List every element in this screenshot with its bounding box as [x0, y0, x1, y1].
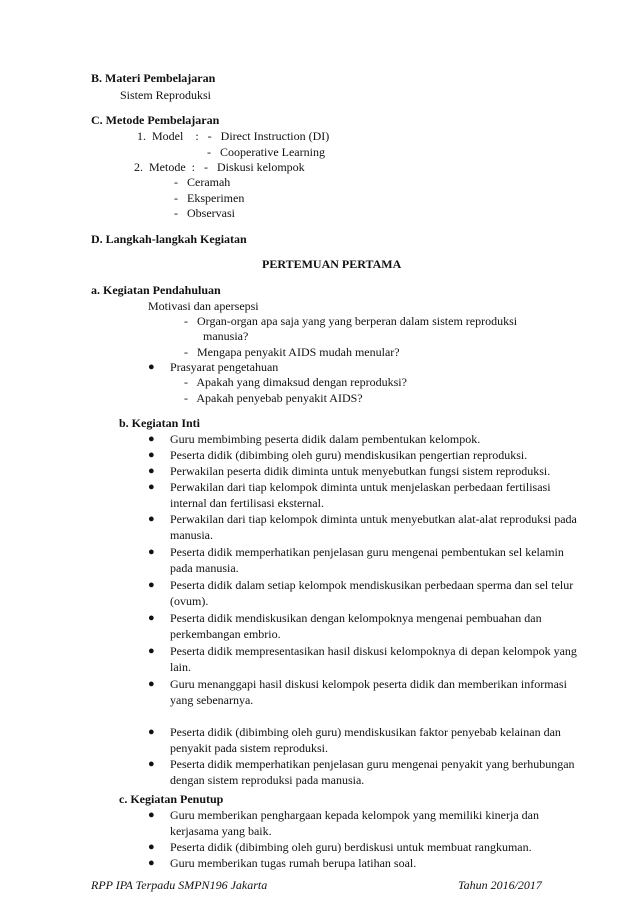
bullet-icon: ●: [148, 612, 155, 624]
inti-line: internal dan fertilisasi eksternal.: [170, 496, 324, 510]
inti-line: (ovum).: [170, 594, 209, 608]
inti-line: manusia.: [170, 528, 213, 542]
inti-line: Peserta didik mendiskusikan dengan kelompoknya mengenai pembuahan dan: [170, 611, 542, 625]
bullet-icon: ●: [148, 513, 155, 525]
prasyarat-label: Prasyarat pengetahuan: [170, 360, 279, 374]
inti-line: Peserta didik (dibimbing oleh guru) mendiskusikan pengertian reproduksi.: [170, 448, 528, 462]
inti-line: pada manusia.: [170, 561, 239, 575]
inti-line: Perwakilan peserta didik diminta untuk menyebutkan fungsi sistem reproduksi.: [170, 464, 551, 478]
section-c-heading: C. Metode Pembelajaran: [91, 113, 220, 127]
penutup-line: Peserta didik (dibimbing oleh guru) berdiskusi untuk membuat rangkuman.: [170, 840, 532, 854]
inti-line: yang sebenarnya.: [170, 693, 254, 707]
inti-heading: b. Kegiatan Inti: [119, 416, 201, 430]
metode-item: - Eksperimen: [174, 191, 245, 205]
inti-line: Peserta didik mempresentasikan hasil diskusi kelompoknya di depan kelompok yang: [170, 644, 577, 658]
inti-line: lain.: [170, 660, 191, 674]
bullet-icon: ●: [148, 645, 155, 657]
inti-line: Peserta didik (dibimbing oleh guru) mendiskusikan faktor penyebab kelainan dan: [170, 725, 561, 739]
penutup-line: Guru memberikan penghargaan kepada kelompok yang memiliki kinerja dan: [170, 808, 539, 822]
motivasi-item: - Mengapa penyakit AIDS mudah menular?: [184, 345, 400, 359]
bullet-icon: ●: [148, 433, 155, 445]
penutup-line: kerjasama yang baik.: [170, 824, 272, 838]
inti-line: Guru membimbing peserta didik dalam pembentukan kelompok.: [170, 432, 481, 446]
motivasi-label: Motivasi dan apersepsi: [148, 299, 259, 313]
bullet-icon: ●: [148, 481, 155, 493]
model-sub: - Cooperative Learning: [207, 145, 325, 159]
bullet-icon: ●: [148, 465, 155, 477]
bullet-icon: ●: [148, 758, 155, 770]
inti-line: penyakit pada sistem reproduksi.: [170, 741, 328, 755]
inti-line: Peserta didik memperhatikan penjelasan guru mengenai pembentukan sel kelamin: [170, 545, 564, 559]
bullet-icon: ●: [148, 361, 155, 373]
bullet-icon: ●: [148, 449, 155, 461]
footer-right: Tahun 2016/2017: [458, 878, 542, 892]
bullet-icon: ●: [148, 678, 155, 690]
inti-line: Peserta didik memperhatikan penjelasan guru mengenai penyakit yang berhubungan: [170, 757, 575, 771]
inti-line: Peserta didik dalam setiap kelompok mendiskusikan perbedaan sperma dan sel telur: [170, 578, 574, 592]
bullet-icon: ●: [148, 726, 155, 738]
penutup-heading: c. Kegiatan Penutup: [119, 792, 224, 806]
section-b-heading: B. Materi Pembelajaran: [91, 71, 216, 85]
metode-item: - Ceramah: [174, 175, 231, 189]
prasyarat-item: - Apakah penyebab penyakit AIDS?: [184, 391, 363, 405]
bullet-icon: ●: [148, 841, 155, 853]
bullet-icon: ●: [148, 809, 155, 821]
prasyarat-item: - Apakah yang dimaksud dengan reproduksi?: [184, 375, 407, 389]
bullet-icon: ●: [148, 579, 155, 591]
bullet-icon: ●: [148, 546, 155, 558]
metode-line: 2. Metode : - Diskusi kelompok: [134, 160, 305, 174]
footer-left: RPP IPA Terpadu SMPN196 Jakarta: [91, 878, 268, 892]
inti-line: Guru menanggapi hasil diskusi kelompok peserta didik dan memberikan informasi: [170, 677, 567, 691]
bullet-icon: ●: [148, 857, 155, 869]
metode-item: - Observasi: [174, 206, 235, 220]
inti-line: dengan sistem reproduksi pada manusia.: [170, 773, 365, 787]
motivasi-item: - Organ-organ apa saja yang yang berperan dalam sistem reproduksi: [184, 314, 518, 328]
section-b-content: Sistem Reproduksi: [120, 88, 212, 102]
motivasi-item-cont: manusia?: [203, 329, 249, 343]
inti-line: perkembangan embrio.: [170, 627, 281, 641]
section-d-heading: D. Langkah-langkah Kegiatan: [91, 232, 247, 246]
pendahuluan-heading: a. Kegiatan Pendahuluan: [91, 283, 221, 297]
inti-line: Perwakilan dari tiap kelompok diminta untuk menjelaskan perbedaan fertilisasi: [170, 480, 551, 494]
meeting-title: PERTEMUAN PERTAMA: [262, 257, 402, 271]
penutup-line: Guru memberikan tugas rumah berupa latihan soal.: [170, 856, 417, 870]
model-line: 1. Model : - Direct Instruction (DI): [137, 129, 330, 143]
inti-line: Perwakilan dari tiap kelompok diminta untuk menyebutkan alat-alat reproduksi pada: [170, 512, 577, 526]
